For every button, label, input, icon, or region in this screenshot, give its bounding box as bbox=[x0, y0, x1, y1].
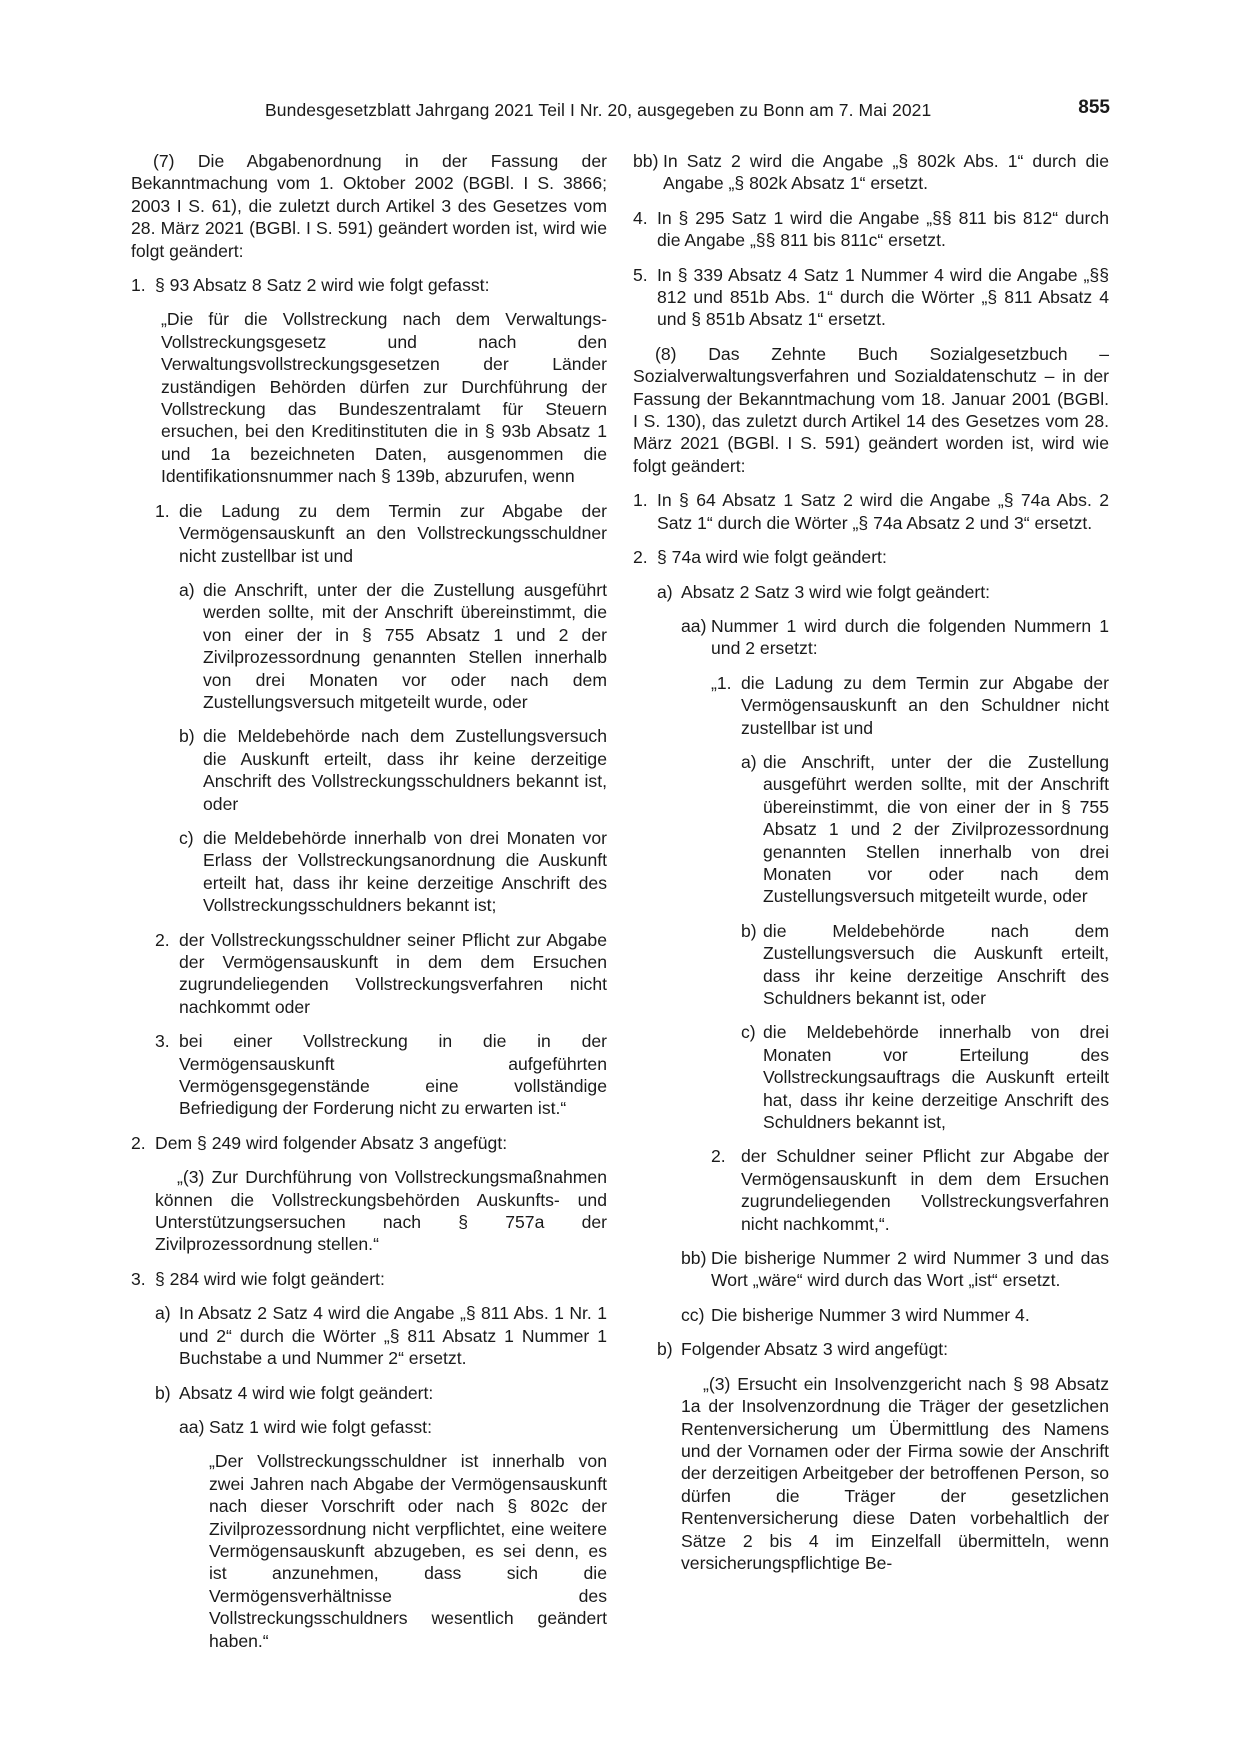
item-text: In § 295 Satz 1 wird die Angabe „§§ 811 bis 812“ durch die Angabe „§§ 811 bis 811c“ ersetzt. bbox=[657, 207, 1109, 251]
list-item-r1 bbox=[633, 489, 1109, 534]
item-number: bb) bbox=[681, 1248, 707, 1269]
item-text: In § 64 Absatz 1 Satz 2 wird die Angabe „§ 74a Abs. 2 Satz 1“ durch die Wörter „§ 74a Absatz 2 und 3“ ersetzt. bbox=[657, 490, 1109, 533]
item-number: b) bbox=[179, 726, 195, 747]
quote-284: „Der Vollstreckungsschuldner ist innerhalb von zwei Jahren nach Abgabe der Vermögensauskunft nach dieser Vorschrift oder nach § 802c der Zivilprozessordnung nicht verpflichtet, eine weitere Vermögensauskunft abzugeben, es sei denn, es ist anzunehmen, dass sich die Vermögensverhältnisse des Vollstreckungsschuldners wesentlich geändert haben.“ bbox=[209, 1451, 607, 1651]
item-number: 1. bbox=[155, 500, 170, 521]
item-number: bb) bbox=[633, 151, 659, 171]
item-number: 2. bbox=[155, 929, 170, 950]
item-number: 5. bbox=[633, 264, 648, 285]
item-number: b) bbox=[741, 920, 757, 941]
list-item-r2a bbox=[633, 581, 1109, 603]
item-text: Dem § 249 wird folgender Absatz 3 angefügt: bbox=[155, 1132, 508, 1153]
quote-249: „(3) Zur Durchführung von Vollstreckungsmaßnahmen können die Vollstreckungsbehörden Auskunfts- und Unterstützungsersuchen nach § 757a der Zivilprozessordnung stellen.“ bbox=[155, 1167, 607, 1255]
item-number: 2. bbox=[633, 547, 648, 568]
quote-item-1a bbox=[131, 579, 607, 713]
item-number: 3. bbox=[131, 1268, 146, 1289]
list-item-bb bbox=[633, 150, 1109, 195]
item-text: die Anschrift, unter der die Zustellung ausgeführt werden sollte, mit der Anschrift übereinstimmt, die von einer der in § 755 Absatz 1 und 2 der Zivilprozessordnung genannten Stellen innerhalb von drei Monaten vor oder nach dem Zustellungsversuch mitgeteilt wurde, oder bbox=[203, 579, 607, 712]
list-item-r2a-bb bbox=[633, 1247, 1109, 1292]
quote-item-r2 bbox=[633, 1145, 1109, 1235]
quote-item-r1 bbox=[633, 672, 1109, 739]
item-text: In Satz 2 wird die Angabe „§ 802k Abs. 1“ durch die Angabe „§ 802k Absatz 1“ ersetzt. bbox=[663, 151, 1109, 194]
item-number: 2. bbox=[711, 1146, 726, 1167]
item-text: Absatz 2 Satz 3 wird wie folgt geändert: bbox=[681, 581, 991, 602]
list-item-1 bbox=[131, 274, 607, 296]
item-number: a) bbox=[741, 751, 757, 772]
item-text: der Vollstreckungsschuldner seiner Pflicht zur Abgabe der Vermögensauskunft in dem dem Ersuchen zugrundeliegenden Vollstreckungsverfahren nicht nachkommt oder bbox=[179, 929, 607, 1017]
item-text: die Ladung zu dem Termin zur Abgabe der Vermögensauskunft an den Schuldner nicht zustellbar ist und bbox=[741, 672, 1109, 738]
list-item-4 bbox=[633, 207, 1109, 252]
item-text: Folgender Absatz 3 wird angefügt: bbox=[681, 1339, 949, 1360]
left-column bbox=[131, 150, 607, 1664]
quote-item-3 bbox=[131, 1030, 607, 1120]
item-text: Die bisherige Nummer 3 wird Nummer 4. bbox=[711, 1304, 1030, 1325]
item-number: a) bbox=[179, 579, 195, 600]
list-item-3a bbox=[131, 1302, 607, 1369]
page-header bbox=[130, 97, 1110, 126]
item-text: Die bisherige Nummer 2 wird Nummer 3 und das Wort „wäre“ wird durch das Wort „ist“ ersetzt. bbox=[711, 1248, 1109, 1291]
item-number: 1. bbox=[131, 275, 146, 296]
item-number: „1. bbox=[711, 672, 732, 693]
quote-93: „Die für die Vollstreckung nach dem Verwaltungs-Vollstreckungsgesetz und nach den Verwaltungsvollstreckungsgesetzen der Länder zuständigen Behörden dürfen zur Durchführung der Vollstreckung das Bundeszentralamt für Steuern ersuchen, bei den Kreditinstituten die in § 93b Absatz 1 und 1a bezeichneten Daten, ausgenommen die Identifikationsnummer nach § 139b, abzurufen, wenn bbox=[161, 309, 607, 487]
item-number: 1. bbox=[633, 490, 648, 511]
item-text: Nummer 1 wird durch die folgenden Nummern 1 und 2 ersetzt: bbox=[711, 615, 1109, 659]
item-number: a) bbox=[657, 581, 673, 602]
quote-item-r1b bbox=[633, 920, 1109, 1010]
list-item-3 bbox=[131, 1268, 607, 1290]
list-item-r2a-aa bbox=[633, 615, 1109, 660]
item-number: 4. bbox=[633, 207, 648, 228]
quote-item-1c bbox=[131, 827, 607, 917]
item-number: cc) bbox=[681, 1304, 705, 1325]
item-text: In Absatz 2 Satz 4 wird die Angabe „§ 811 Abs. 1 Nr. 1 und 2“ durch die Wörter „§ 811 Absatz 1 Nummer 1 Buchstabe a und Nummer 2“ ersetzt. bbox=[179, 1303, 607, 1369]
paragraph-7-intro: (7) Die Abgabenordnung in der Fassung der Bekanntmachung vom 1. Oktober 2002 (BGBl. I S. 3866; 2003 I S. 61), die zuletzt durch Artikel 3 des Gesetzes vom 28. März 2021 (BGBl. I S. 591) geändert worden ist, wird wie folgt geändert: bbox=[131, 151, 607, 261]
quote-item-r1c bbox=[633, 1021, 1109, 1133]
item-number: b) bbox=[155, 1382, 171, 1403]
item-text: die Meldebehörde innerhalb von drei Monaten vor Erlass der Vollstreckungsanordnung die Auskunft erteilt hat, dass ihr keine derzeitige Anschrift des Vollstreckungsschuldners bekannt ist; bbox=[203, 827, 607, 916]
item-number: 2. bbox=[131, 1132, 146, 1153]
item-number: aa) bbox=[179, 1416, 205, 1437]
list-item-r2b bbox=[633, 1338, 1109, 1360]
item-number: a) bbox=[155, 1303, 171, 1324]
item-text: bei einer Vollstreckung in die in der Vermögensauskunft aufgeführten Vermögensgegenstände eine vollständige Befriedigung der Forderung nicht zu erwarten ist.“ bbox=[179, 1031, 607, 1119]
page-number: 855 bbox=[1078, 97, 1110, 118]
list-item-5 bbox=[633, 264, 1109, 331]
item-text: In § 339 Absatz 4 Satz 1 Nummer 4 wird die Angabe „§§ 812 und 851b Abs. 1“ durch die Wörter „§ 811 Absatz 4 und § 851b Absatz 1“ ersetzt. bbox=[657, 264, 1109, 330]
paragraph-8-intro: (8) Das Zehnte Buch Sozialgesetzbuch – Sozialverwaltungsverfahren und Sozialdatenschutz – in der Fassung der Bekanntmachung vom 18. Januar 2001 (BGBl. I S. 130), das zuletzt durch Artikel 14 des Gesetzes vom 28. März 2021 (BGBl. I S. 591) geändert worden ist, wird wie folgt geändert: bbox=[633, 343, 1109, 476]
list-item-r2a-cc bbox=[633, 1304, 1109, 1326]
list-item-3b bbox=[131, 1382, 607, 1404]
item-number: c) bbox=[741, 1022, 756, 1043]
quote-item-1b bbox=[131, 725, 607, 815]
right-column bbox=[633, 150, 1109, 1586]
list-item-2 bbox=[131, 1132, 607, 1154]
item-text: der Schuldner seiner Pflicht zur Abgabe der Vermögensauskunft in dem dem Ersuchen zugrundeliegenden Vollstreckungsverfahren nicht nachkommt,“. bbox=[741, 1146, 1109, 1234]
list-item-r2 bbox=[633, 546, 1109, 568]
item-text: § 93 Absatz 8 Satz 2 wird wie folgt gefasst: bbox=[155, 275, 490, 296]
list-item-3b-aa bbox=[131, 1416, 607, 1438]
item-text: die Ladung zu dem Termin zur Abgabe der Vermögensauskunft an den Vollstreckungsschuldner nicht zustellbar ist und bbox=[179, 500, 607, 566]
header-title: Bundesgesetzblatt Jahrgang 2021 Teil I Nr. 20, ausgegeben zu Bonn am 7. Mai 2021 bbox=[265, 100, 932, 120]
item-text: die Anschrift, unter der die Zustellung ausgeführt werden sollte, mit der Anschrift übereinstimmt, die von einer der in § 755 Absatz 1 und 2 der Zivilprozessordnung genannten Stellen innerhalb von drei Monaten vor oder nach dem Zustellungsversuch mitgeteilt wurde, oder bbox=[763, 751, 1109, 907]
quote-item-2 bbox=[131, 929, 607, 1019]
item-text: Satz 1 wird wie folgt gefasst: bbox=[209, 1416, 432, 1437]
item-number: b) bbox=[657, 1339, 673, 1360]
quote-item-r1a bbox=[633, 751, 1109, 908]
quote-item-1 bbox=[131, 500, 607, 567]
item-text: die Meldebehörde nach dem Zustellungsversuch die Auskunft erteilt, dass ihr keine derzeitige Anschrift des Schuldners bekannt ist, oder bbox=[763, 920, 1109, 1008]
item-number: c) bbox=[179, 827, 194, 848]
item-text: § 74a wird wie folgt geändert: bbox=[657, 547, 887, 568]
item-number: aa) bbox=[681, 615, 707, 636]
item-text: § 284 wird wie folgt geändert: bbox=[155, 1268, 385, 1289]
item-text: die Meldebehörde nach dem Zustellungsversuch die Auskunft erteilt, dass ihr keine derzeitige Anschrift des Vollstreckungsschuldners bekannt ist, oder bbox=[203, 726, 607, 814]
item-text: die Meldebehörde innerhalb von drei Monaten vor Erteilung des Vollstreckungsauftrags die Auskunft erteilt hat, dass ihr keine derzeitige Anschrift des Schuldners bekannt ist, bbox=[763, 1022, 1109, 1133]
item-text: Absatz 4 wird wie folgt geändert: bbox=[179, 1382, 434, 1403]
item-number: 3. bbox=[155, 1031, 170, 1052]
quote-74a-absatz-3: „(3) Ersucht ein Insolvenzgericht nach § 98 Absatz 1a der Insolvenzordnung die Träger der gesetzlichen Rentenversicherung um Übermittlung des Namens und der Vornamen oder der Firma sowie der Anschrift der derzeitigen Arbeitgeber der betroffenen Person, so dürfen die Träger der gesetzlichen Rentenversicherung diese Daten vorbehaltlich der Sätze 2 bis 4 im Einzelfall übermitteln, wenn versicherungspflichtige Be- bbox=[681, 1373, 1109, 1573]
